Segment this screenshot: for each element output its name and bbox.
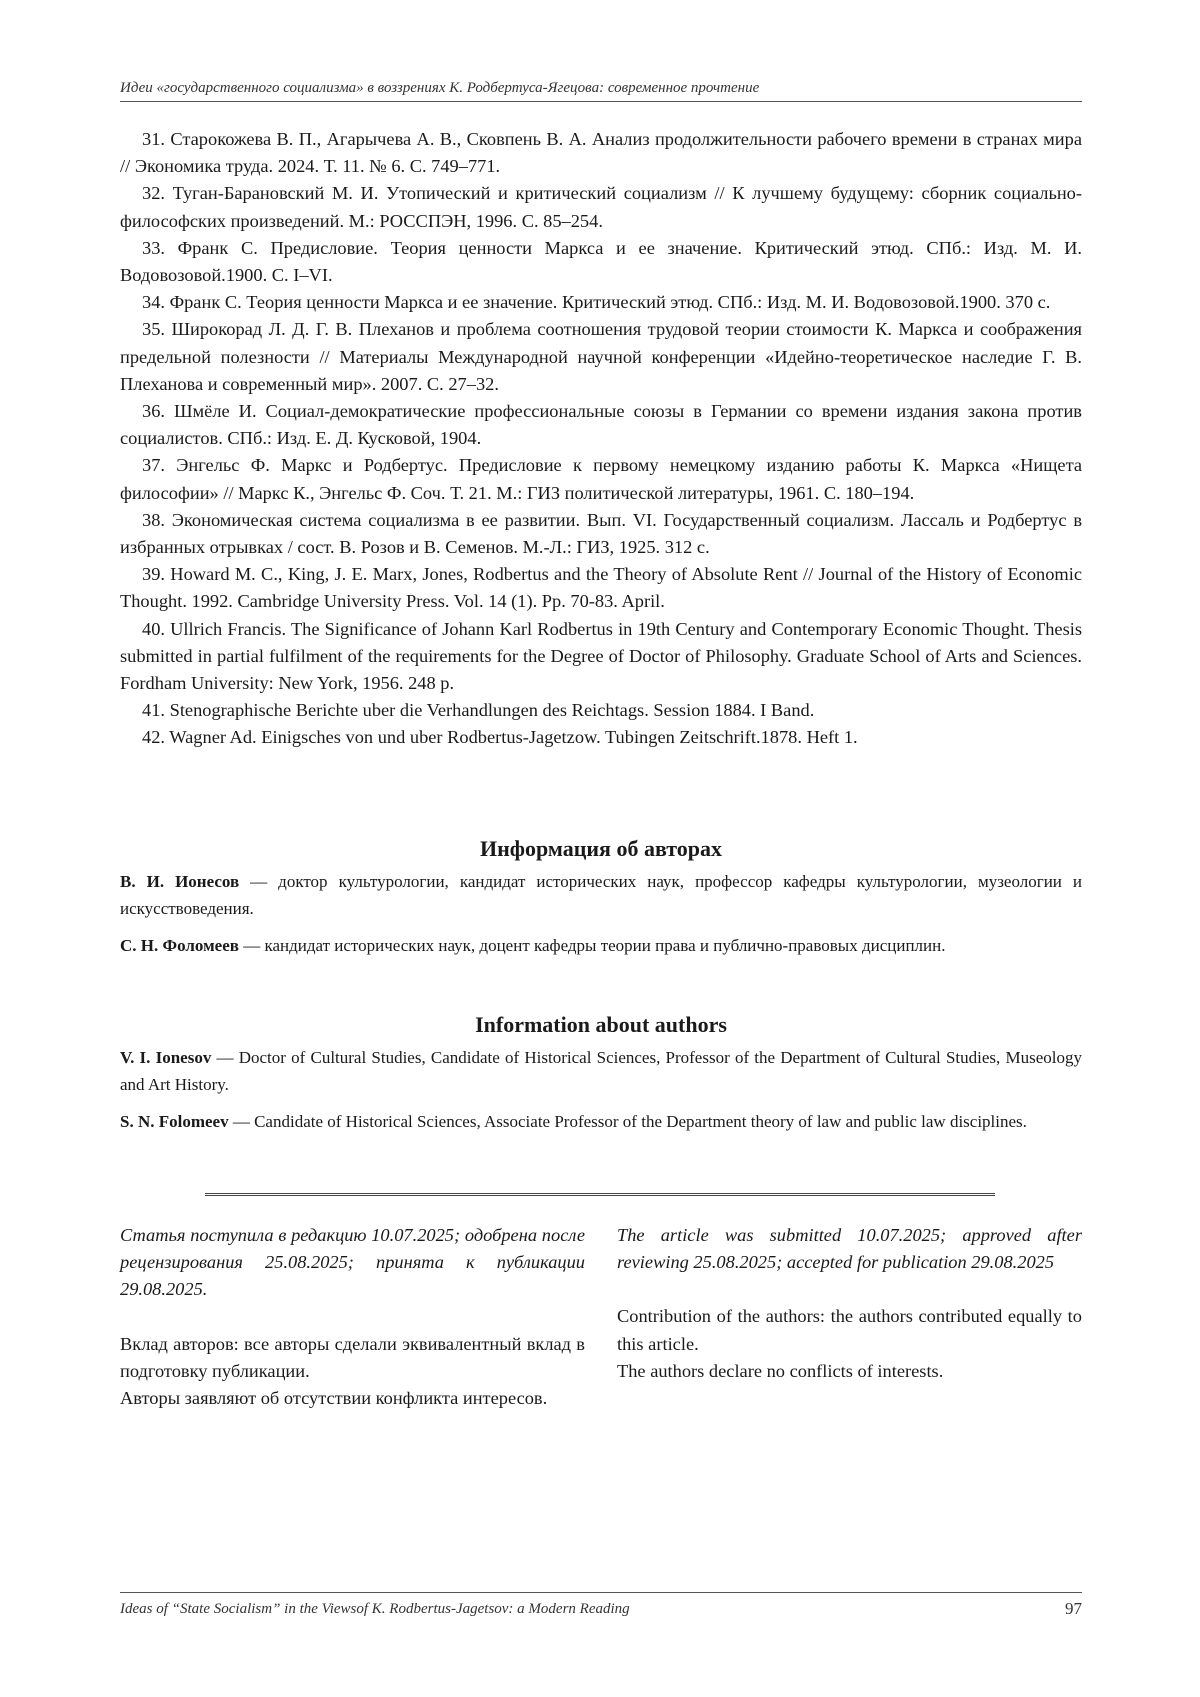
reference-item: 41. Stenographische Berichte uber die Verhandlungen des Reichtags. Session 1884. I Band. [142, 700, 815, 721]
reference-item: 42. Wagner Ad. Einigsches von und uber Rodbertus-Jagetzow. Tubingen Zeitschrift.1878. Heft 1. [142, 727, 858, 748]
reference-list [120, 126, 1082, 752]
reference-item: 37. Энгельс Ф. Маркс и Родбертус. Предисловие к первому немецкому изданию работы К. Маркса «Нищета философии» // Маркс К., Энгельс Ф. Соч. Т. 21. М.: ГИЗ политической литературы, 1961. С. 180–194. [120, 455, 1082, 503]
authors-info-en [120, 1012, 1082, 1145]
reference-item: 38. Экономическая система социализма в ее развитии. Вып. VI. Государственный социализм. Лассаль и Родбертус в избранных отрывках / сост. В. Розов и В. Семенов. М.-Л.: ГИЗ, 1925. 312 с. [120, 509, 1082, 558]
author-name: V. I. Ionesov [120, 1048, 212, 1067]
article-dates-en [617, 1222, 1082, 1385]
author-entry [120, 868, 1082, 922]
author-description: — доктор культурологии, кандидат исторических наук, профессор кафедры культурологии, музеологии и искусствоведения. [120, 872, 1083, 918]
author-description: — Doctor of Cultural Studies, Candidate of Historical Sciences, Professor of the Department of Cultural Studies, Museology and Art History. [120, 1048, 1082, 1094]
article-dates-ru [120, 1222, 585, 1412]
author-entry [120, 1044, 1082, 1098]
contribution-ru: Вклад авторов: все авторы сделали эквивалентный вклад в подготовку публикации. [120, 1333, 585, 1381]
running-header-title: Идеи «государственного социализма» в воззрениях К. Родбертуса-Ягецова: современное прочтение [120, 80, 760, 96]
reference-item: 31. Старокожева В. П., Агарычева А. В., Сковпень В. А. Анализ продолжительности рабочего времени в странах мира // Экономика труда. 2024. Т. 11. № 6. С. 749–771. [120, 129, 1082, 177]
reference-item: 36. Шмёле И. Социал-демократические профессиональные союзы в Германии со времени издания закона против социалистов. СПб.: Изд. Е. Д. Кусковой, 1904. [120, 401, 1082, 449]
reference-item: 34. Франк С. Теория ценности Маркса и ее значение. Критический этюд. СПб.: Изд. М. И. Водовозовой.1900. 370 с. [142, 292, 1051, 313]
author-name: С. Н. Фоломеев [120, 936, 239, 955]
section-divider [205, 1193, 995, 1196]
reference-item: 32. Туган-Барановский М. И. Утопический и критический социализм // К лучшему будущему: сборник социально-философских произведений. М.: РОССПЭН, 1996. С. 85–254. [120, 183, 1082, 231]
author-description: — Candidate of Historical Sciences, Associate Professor of the Department theory of law and public law disciplines. [228, 1112, 1027, 1131]
reference-item: 33. Франк С. Предисловие. Теория ценности Маркса и ее значение. Критический этюд. СПб.: Изд. М. И. Водовозовой.1900. С. I–VI. [120, 237, 1082, 286]
authors-info-ru-title: Информация об авторах [479, 836, 723, 861]
reference-item: 40. Ullrich Francis. The Significance of Johann Karl Rodbertus in 19th Century and Contemporary Economic Thought. Thesis submitted in partial fulfilment of the requirements for the Degree of Doctor of Philosophy. Graduate School of Arts and Sciences. Fordham University: New York, 1956. 248 p. [120, 618, 1082, 694]
author-name: S. N. Folomeev [120, 1112, 229, 1131]
contribution-en: Contribution of the authors: the authors contributed equally to this article. [617, 1306, 1082, 1354]
authors-info-en-title: Information about authors [475, 1012, 727, 1037]
author-description: — кандидат исторических наук, доцент кафедры теории права и публично-правовых дисциплин. [238, 936, 946, 955]
authors-info-ru [120, 836, 1082, 969]
running-footer [120, 1592, 1082, 1618]
running-footer-title: Ideas of “State Socialism” in the Viewsof K. Rodbertus-Jagetsov: a Modern Reading [120, 1601, 630, 1617]
conflicts-en: The authors declare no conflicts of interests. [617, 1360, 944, 1381]
author-entry [120, 932, 1082, 959]
author-entry [120, 1108, 1082, 1135]
conflicts-ru: Авторы заявляют об отсутствии конфликта интересов. [120, 1388, 548, 1409]
running-header [120, 80, 1082, 102]
submission-dates-ru: Статья поступила в редакцию 10.07.2025; одобрена после рецензирования 25.08.2025; принята к публикации 29.08.2025. [120, 1225, 585, 1300]
page-number: 97 [1065, 1599, 1082, 1618]
author-name: В. И. Ионесов [120, 872, 240, 891]
reference-item: 39. Howard M. C., King, J. E. Marx, Jones, Rodbertus and the Theory of Absolute Rent // Journal of the History of Economic Thought. 1992. Cambridge University Press. Vol. 14 (1). Pp. 70-83. April. [120, 564, 1082, 612]
submission-dates-en: The article was submitted 10.07.2025; approved after reviewing 25.08.2025; accepted for publication 29.08.2025 [617, 1225, 1082, 1273]
reference-item: 35. Широкорад Л. Д. Г. В. Плеханов и проблема соотношения трудовой теории стоимости К. Маркса и соображения предельной полезности // Материалы Международной научной конференции «Идейно-теоретическое наследие Г. В. Плеханова и современный мир». 2007. С. 27–32. [120, 319, 1082, 394]
